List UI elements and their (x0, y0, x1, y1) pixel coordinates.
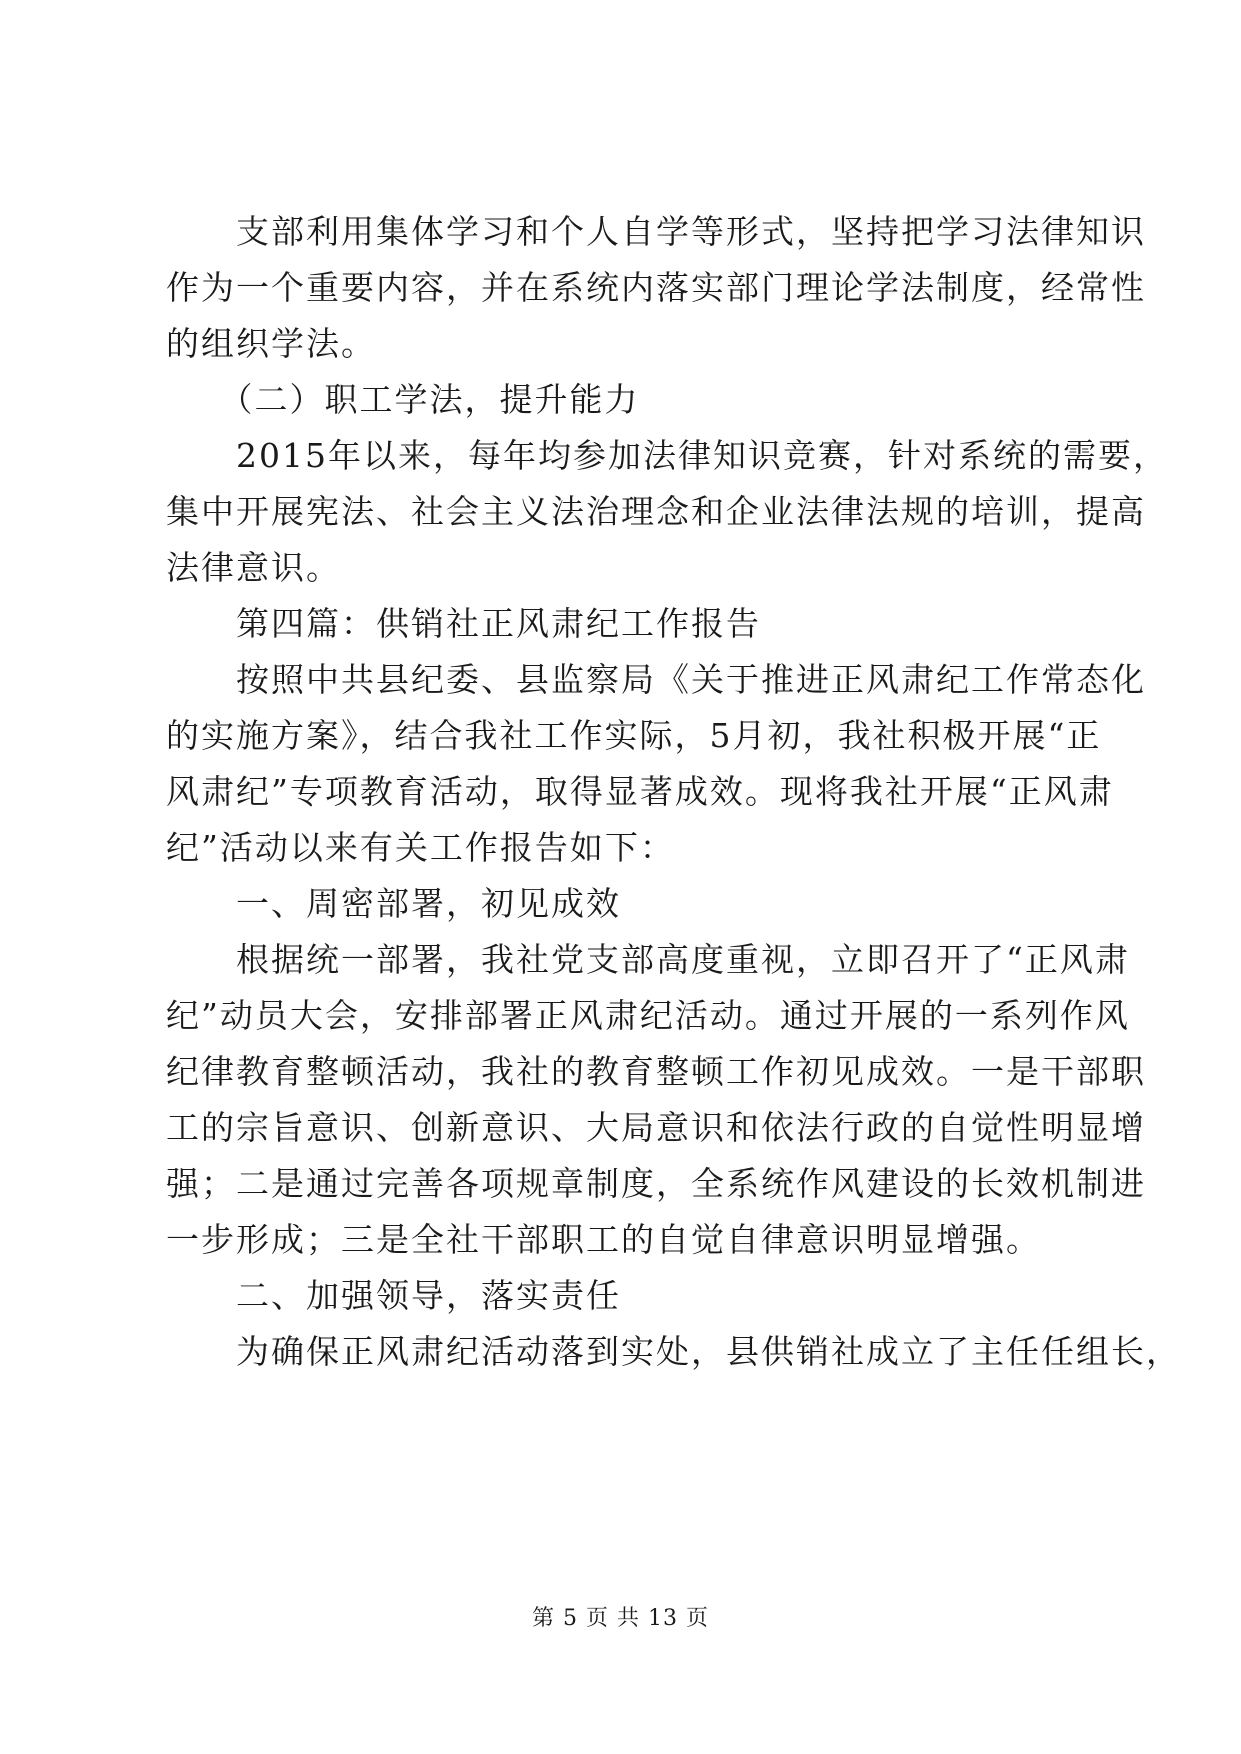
text-line: 的组织学法。 (166, 324, 376, 363)
text-line: 纪”活动以来有关工作报告如下： (166, 828, 675, 867)
text-line: 支部利用集体学习和个人自学等形式，坚持把学习法律知识 (166, 212, 1146, 251)
text-line: 2015年以来，每年均参加法律知识竞赛，针对系统的需要， (166, 436, 1168, 475)
section-heading: （二）职工学法，提升能力 (166, 380, 640, 419)
text-line: 强；二是通过完善各项规章制度，全系统作风建设的长效机制进 (166, 1164, 1146, 1203)
text-line: 风肃纪”专项教育活动，取得显著成效。现将我社开展“正风肃 (166, 772, 1114, 811)
text-line: 纪律教育整顿活动，我社的教育整顿工作初见成效。一是干部职 (166, 1052, 1146, 1091)
text-line: 作为一个重要内容，并在系统内落实部门理论学法制度，经常性 (166, 268, 1146, 307)
article-title: 第四篇：供销社正风肃纪工作报告 (166, 604, 761, 643)
text-line: 按照中共县纪委、县监察局《关于推进正风肃纪工作常态化 (166, 660, 1146, 699)
text-line: 一步形成；三是全社干部职工的自觉自律意识明显增强。 (166, 1220, 1041, 1259)
text-line: 集中开展宪法、社会主义法治理念和企业法律法规的培训，提高 (166, 492, 1146, 531)
text-line: 为确保正风肃纪活动落到实处，县供销社成立了主任任组长， (166, 1332, 1181, 1371)
text-line: 纪”动员大会，安排部署正风肃纪活动。通过开展的一系列作风 (166, 996, 1130, 1035)
page-footer: 第 5 页 共 13 页 (532, 1606, 709, 1631)
text-line: 法律意识。 (166, 548, 341, 587)
text-line: 工的宗旨意识、创新意识、大局意识和依法行政的自觉性明显增 (166, 1108, 1146, 1147)
text-line: 根据统一部署，我社党支部高度重视，立即召开了“正风肃 (166, 940, 1130, 979)
text-line: 的实施方案》，结合我社工作实际，5月初，我社积极开展“正 (166, 716, 1102, 755)
section-heading: 二、加强领导，落实责任 (166, 1276, 621, 1315)
section-heading: 一、周密部署，初见成效 (166, 884, 621, 923)
